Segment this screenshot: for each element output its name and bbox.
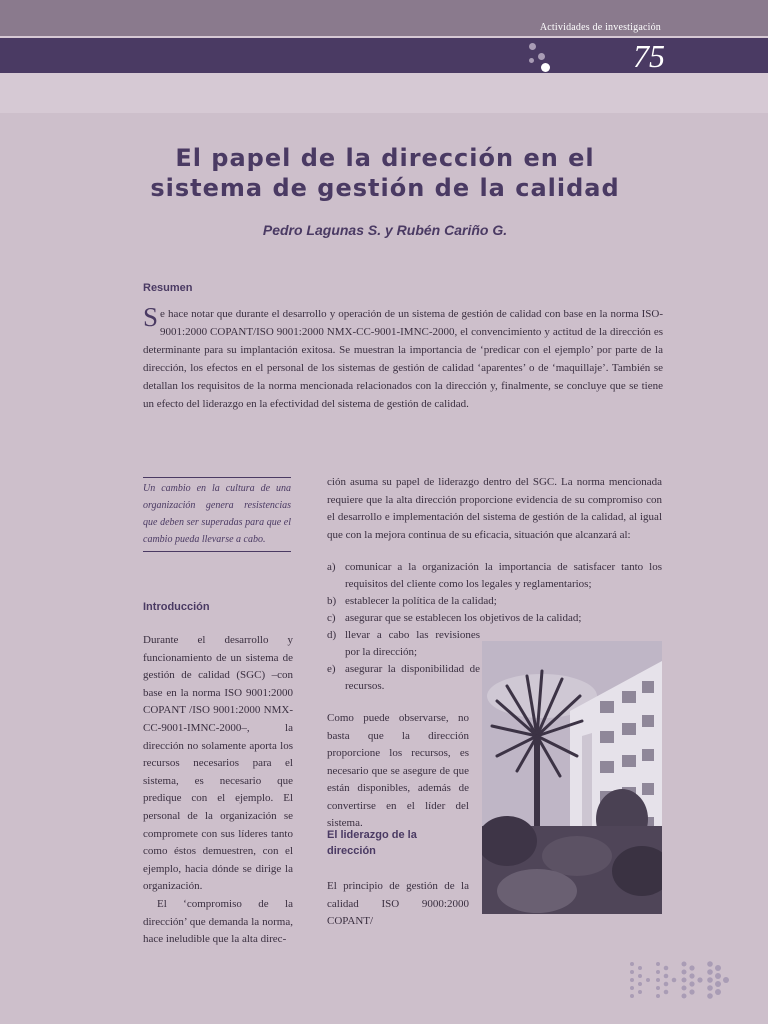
leadership-heading: El liderazgo de la dirección [327, 829, 417, 857]
intro-column [143, 632, 293, 949]
arrows-decoration-icon [628, 960, 738, 1000]
intro-paragraph-1: Durante el desarrollo y funcionamiento de un sistema de gestión de calidad (SGC) –con base en la norma ISO 9001:2000 COPANT /ISO 9001:2000 NMX-CC-9001-IMNC-2000–, la dirección no solamente aporta los recursos necesarios para el sistema, es necesario que predique con el ejemplo. El personal de la organización se compromete con sus líderes tanto como éstos demuestren, con el ejemplo, hacia dónde se dirige la organización. [143, 634, 293, 893]
title-line-2: sistema de gestión de la calidad [150, 174, 620, 202]
list-letter: e) [327, 663, 336, 675]
article-title [80, 143, 690, 203]
list-text: asegurar que se establecen los objetivos de la calidad; [345, 612, 582, 624]
building-with-palm-tree-photo [482, 641, 662, 914]
list-letter: a) [327, 561, 336, 573]
observation-paragraph: Como puede observarse, no basta que la dirección proporcione los recursos, es necesario que se asegure de que están disponibles, además de convertirse en el líder del sistema. [327, 712, 469, 829]
abstract-body: e hace notar que durante el desarrollo y operación de un sistema de gestión de calidad con base en la norma ISO-9001:2000 COPANT/ISO 9001:2000 NMX-CC-9001-IMNC-2000, el convencimiento y actitud de la dirección es determinante para su implantación exitosa. Se muestran la importancia de ‘predicar con el ejemplo’ por parte de la dirección, los efectos en el personal de los sistemas de gestión de calidad ‘aparentes’ o de ‘maquillaje’. También se detallan los requisitos de la norma mencionada relacionados con la dirección y, finalmente, se concluye que se tiene un efecto del liderazgo en la efectividad del sistema de gestión de calidad. [143, 308, 663, 410]
list-letter: d) [327, 629, 337, 641]
article-authors: Pedro Lagunas S. y Rubén Cariño G. [262, 222, 508, 238]
list-text: establecer la política de la calidad; [345, 595, 497, 607]
list-item [327, 610, 662, 627]
leadership-paragraph: El principio de gestión de la calidad ISO 9000:2000 COPANT/ [327, 880, 469, 927]
list-letter: b) [327, 595, 337, 607]
intro-heading: Introducción [143, 601, 210, 613]
section-label: Actividades de investigación [539, 22, 661, 33]
page-number: 75 [633, 38, 665, 74]
list-item [327, 593, 662, 610]
list-text: asegurar la disponibilidad de recursos. [345, 663, 480, 692]
list-letter: c) [327, 612, 336, 624]
drop-cap: S [143, 302, 159, 332]
abstract-text [143, 302, 663, 413]
right-column-continuation: ción asuma su papel de liderazgo dentro del SGC. La norma mencionada requiere que la alta dirección proporcione evidencia de su compromiso con el desarrollo e implementación del sistema de gestión de la calidad, al igual que con la mejora continua de su eficacia, situación que alcanzará al: [327, 476, 662, 541]
list-text: llevar a cabo las revisiones por la dirección; [345, 629, 480, 658]
list-item [327, 627, 480, 661]
pull-quote: Un cambio en la cultura de una organización genera resistencias que deben ser superadas para que el cambio pueda llevarse a cabo. [143, 477, 291, 552]
dots-icon [526, 40, 556, 72]
title-line-1: El papel de la dirección en el [175, 144, 595, 172]
list-text: comunicar a la organización la importancia de satisfacer tanto los requisitos del cliente como los legales y reglamentarios; [345, 561, 662, 590]
list-item [327, 661, 480, 695]
list-item [327, 559, 662, 593]
abstract-heading: Resumen [143, 282, 193, 294]
intro-paragraph-2: El ‘compromiso de la dirección’ que demanda la norma, hace ineludible que la alta direc- [143, 897, 293, 946]
